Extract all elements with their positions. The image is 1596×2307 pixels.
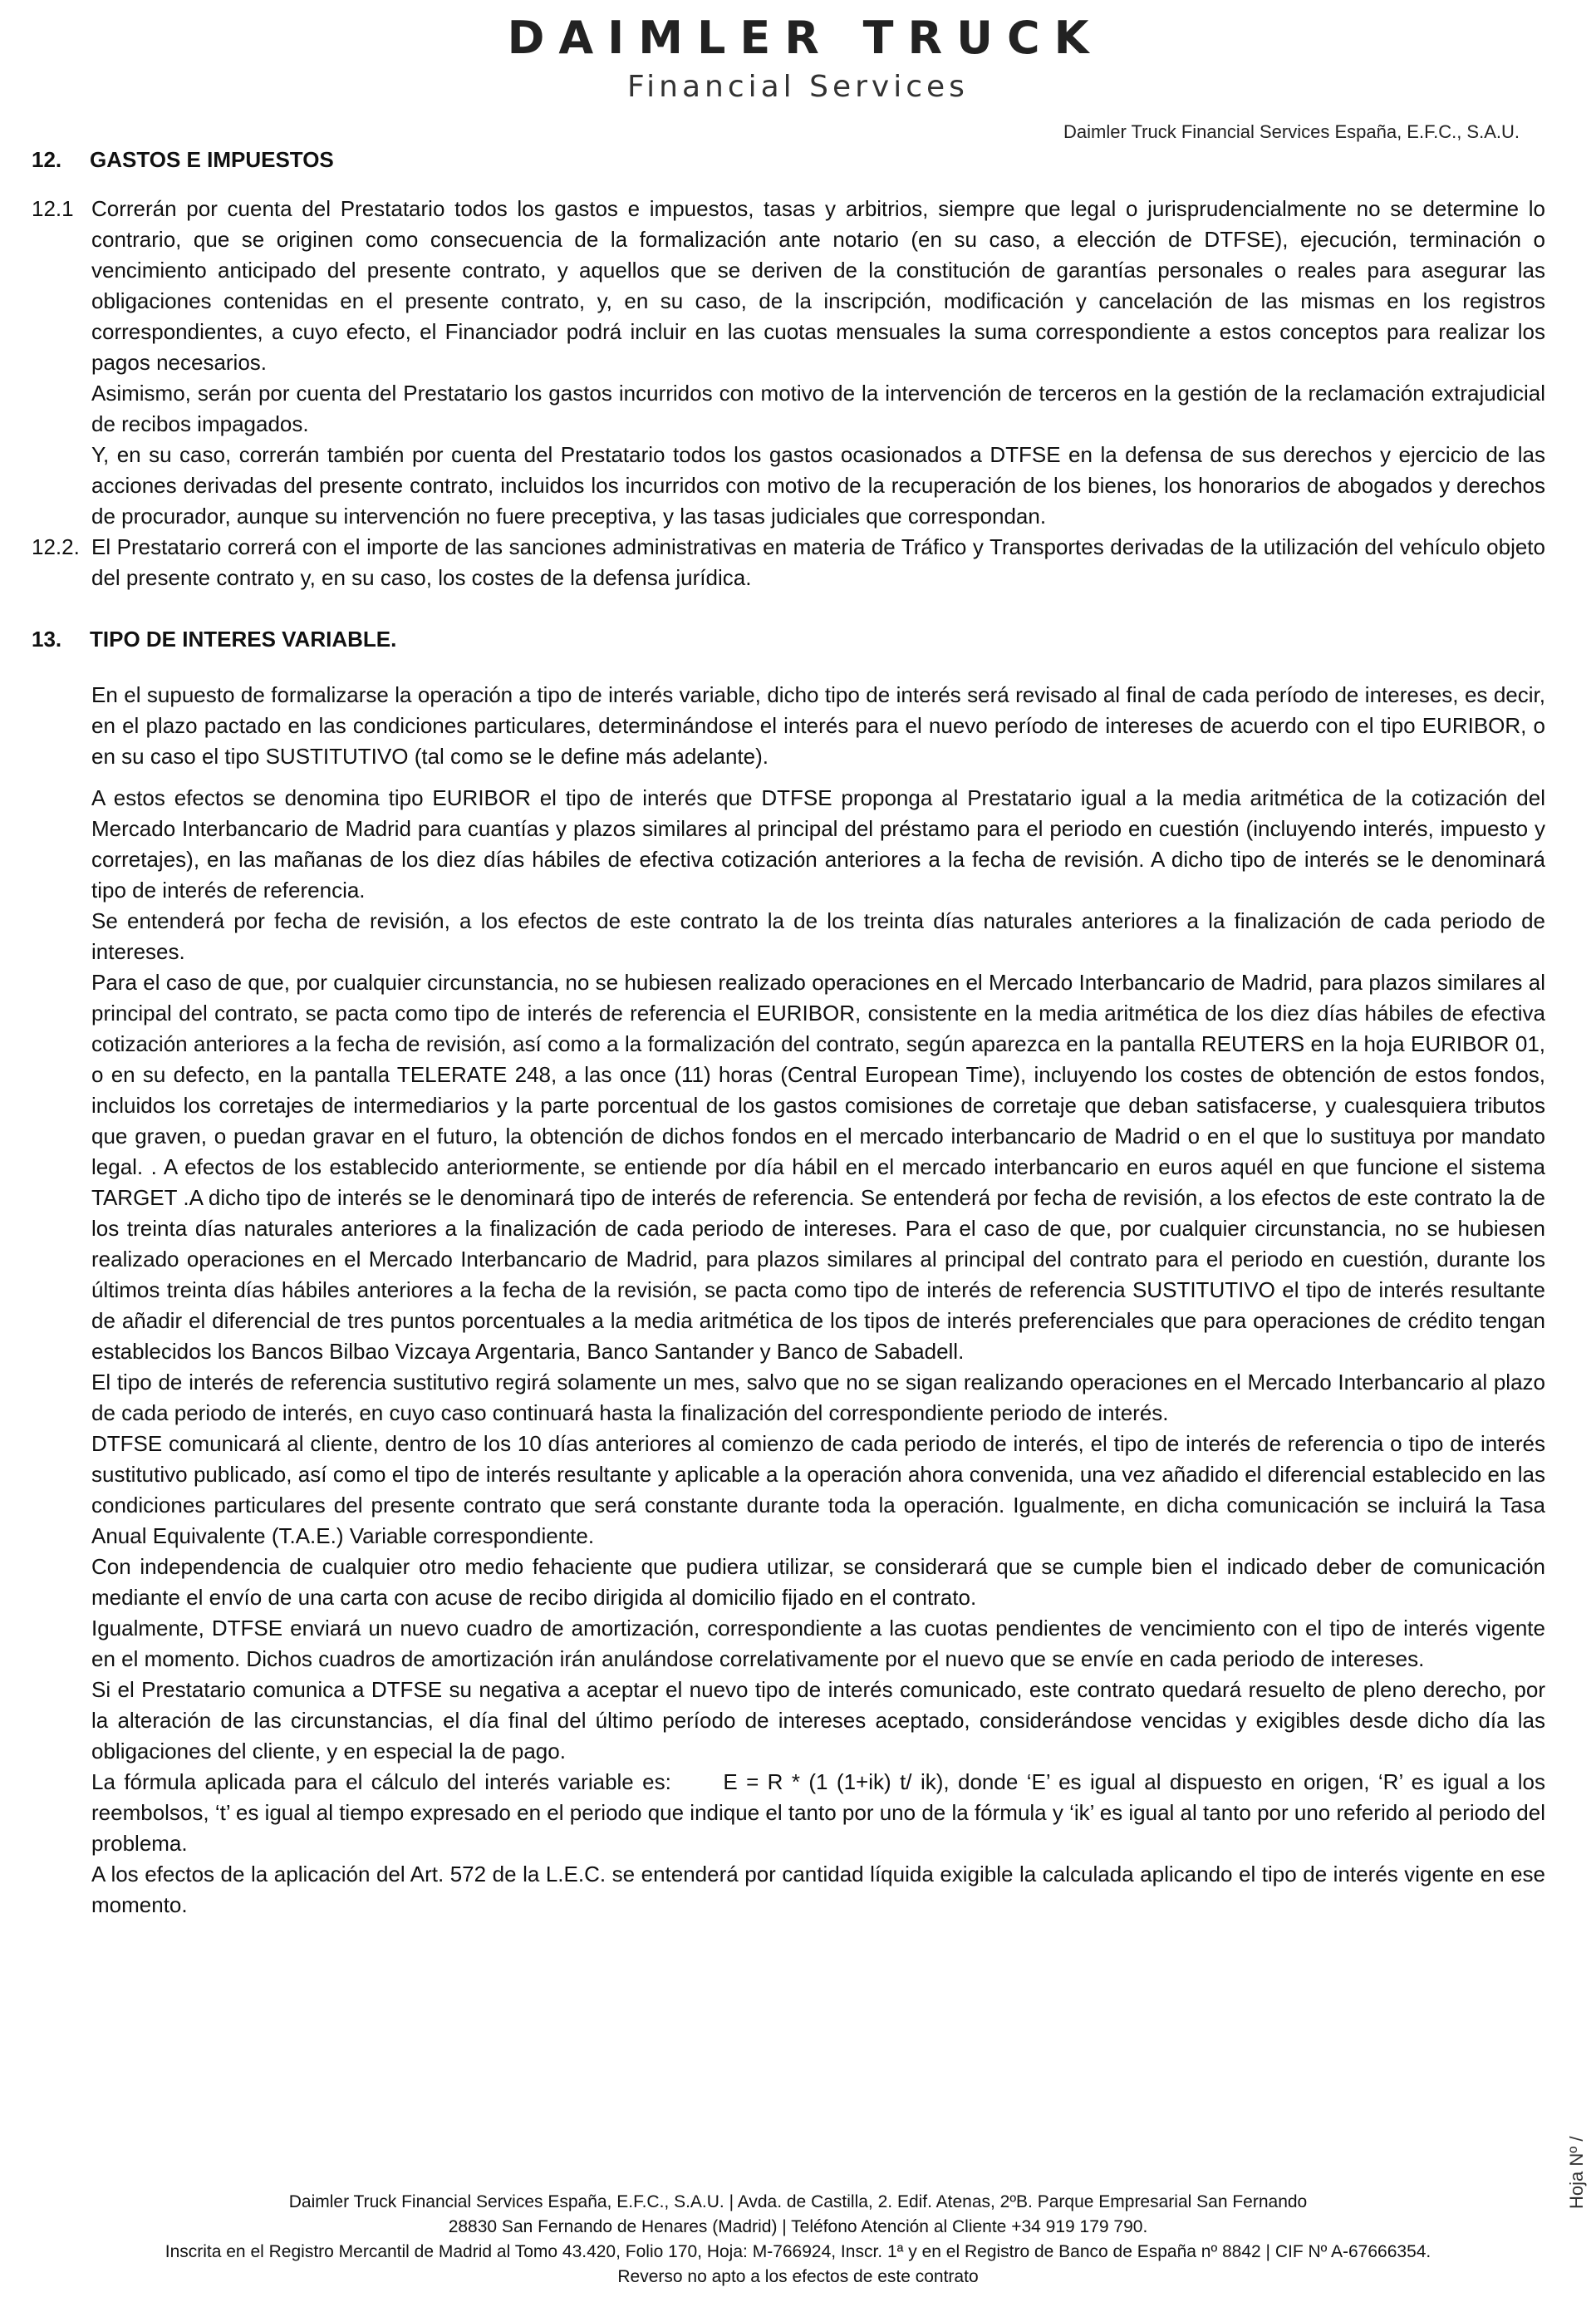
logo-main-text: DAIMLER TRUCK: [507, 12, 1103, 64]
clause-12-2: [32, 532, 1545, 593]
section-13-heading: [32, 624, 1545, 655]
document-body: [32, 145, 1552, 1921]
section-paragraph: Si el Prestatario comunica a DTFSE su negativa a aceptar el nuevo tipo de interés comunicado, este contrato quedará resuelto de pleno derecho, por la alteración de las circunstancias, el día final del último período de intereses aceptado, considerándose vencidas y exigibles desde dicho día las obligaciones del cliente, y en especial la de pago.: [91, 1677, 1545, 1763]
section-title: TIPO DE INTERES VARIABLE.: [90, 627, 397, 652]
clause-paragraph: Asimismo, serán por cuenta del Prestatario los gastos incurridos con motivo de la intervención de terceros en la gestión de la reclamación extrajudicial de recibos impagados.: [91, 381, 1545, 436]
footer-line: Reverso no apto a los efectos de este contrato: [617, 2267, 979, 2286]
page-number-text: Hoja Nº /: [1566, 2136, 1587, 2209]
clause-number: 12.1: [32, 196, 74, 221]
clause-paragraph: El Prestatario correrá con el importe de las sanciones administrativas en materia de Tráfico y Transportes derivadas de la utilización del vehículo objeto del presente contrato y, en su caso, los costes de la defensa jurídica.: [91, 534, 1545, 590]
section-title: GASTOS E IMPUESTOS: [90, 147, 334, 172]
section-paragraph: Con independencia de cualquier otro medio fehaciente que pudiera utilizar, se considerará que se cumple bien el indicado deber de comunicación mediante el envío de una carta con acuse de recibo dirigida al domicilio fijado en el contrato.: [91, 1554, 1545, 1610]
section-paragraph: DTFSE comunicará al cliente, dentro de los 10 días anteriores al comienzo de cada periodo de interés, el tipo de interés de referencia o tipo de interés sustitutivo publicado, así como el tipo de interés resultante y aplicable a la operación ahora convenida, una vez añadido el diferencial establecido en las condiciones particulares del presente contrato que será constante durante toda la operación. Igualmente, en dicha comunicación se incluirá la Tasa Anual Equivalente (T.A.E.) Variable correspondiente.: [91, 1431, 1545, 1548]
footer-line: 28830 San Fernando de Henares (Madrid) | Teléfono Atención al Cliente +34 919 179 790.: [448, 2217, 1148, 2236]
page-footer: [0, 2190, 1596, 2290]
section-paragraph: En el supuesto de formalizarse la operación a tipo de interés variable, dicho tipo de interés será revisado al final de cada período de intereses, es decir, en el plazo pactado en las condiciones particulares, determinándose el interés para el nuevo período de intereses de acuerdo con el tipo EURIBOR, o en su caso el tipo SUSTITUTIVO (tal como se le define más adelante).: [91, 682, 1545, 769]
clause-number: 12.2.: [32, 534, 80, 559]
section-paragraph: Se entenderá por fecha de revisión, a los efectos de este contrato la de los treinta días naturales anteriores a la finalización de cada periodo de intereses.: [91, 908, 1545, 964]
company-logo: [0, 12, 1596, 105]
section-paragraph: La fórmula aplicada para el cálculo del interés variable es: E = R * (1 (1+ik) t/ ik), donde ‘E’ es igual al dispuesto en origen, ‘R’ es igual a los reembolsos, ‘t’ es igual al tiempo expresado en el periodo que indique el tanto por uno de la fórmula y ‘ik’ es igual al tanto por uno referido al periodo del problema.: [91, 1769, 1552, 1856]
section-paragraph: A los efectos de la aplicación del Art. 572 de la L.E.C. se entenderá por cantidad líquida exigible la calculada aplicando el tipo de interés vigente en ese momento.: [91, 1862, 1545, 1917]
footer-line: Inscrita en el Registro Mercantil de Madrid al Tomo 43.420, Folio 170, Hoja: M-766924, Inscr. 1ª y en el Registro de Banco de España nº 8842 | CIF Nº A-67666354.: [165, 2242, 1431, 2261]
section-paragraph: Igualmente, DTFSE enviará un nuevo cuadro de amortización, correspondiente a las cuotas pendientes de vencimiento con el tipo de interés vigente en el momento. Dichos cuadros de amortización irán anulándose correlativamente por el nuevo que se envíe en cada periodo de intereses.: [91, 1616, 1545, 1671]
logo-sub-text: Financial Services: [627, 70, 969, 104]
section-13-content: [32, 680, 1552, 1921]
header-company-name: Daimler Truck Financial Services España, E.F.C., S.A.U.: [1063, 121, 1520, 142]
clause-paragraph: Correrán por cuenta del Prestatario todos los gastos e impuestos, tasas y arbitrios, siempre que legal o jurisprudencialmente no se determine lo contrario, que se originen como consecuencia de la formalización ante notario (en su caso, a elección de DTFSE), ejecución, terminación o vencimiento anticipado del presente contrato, y aquellos que se deriven de la constitución de garantías personales o reales para asegurar las obligaciones contenidas en el presente contrato, y, en su caso, de la inscripción, modificación y cancelación de las mismas en los registros correspondientes, a cuyo efecto, el Financiador podrá incluir en las cuotas mensuales la suma correspondiente a estos conceptos para realizar los pagos necesarios.: [91, 196, 1545, 375]
section-number: 13.: [32, 627, 62, 652]
section-paragraph: El tipo de interés de referencia sustitutivo regirá solamente un mes, salvo que no se sigan realizando operaciones en el Mercado Interbancario al plazo de cada periodo de interés, en cuyo caso continuará hasta la finalización del correspondiente periodo de interés.: [91, 1370, 1545, 1425]
section-12-heading: [32, 145, 1545, 175]
clause-paragraph: Y, en su caso, correrán también por cuenta del Prestatario todos los gastos ocasionados a DTFSE en la defensa de sus derechos y ejercicio de las acciones derivadas del presente contrato, incluidos los incurridos con motivo de la recuperación de los bienes, los honorarios de abogados y derechos de procurador, aunque su intervención no fuere preceptiva, y las tasas judiciales que correspondan.: [91, 442, 1545, 529]
footer-line: Daimler Truck Financial Services España, E.F.C., S.A.U. | Avda. de Castilla, 2. Edif. Atenas, 2ºB. Parque Empresarial San Fernando: [288, 2192, 1308, 2211]
section-paragraph: A estos efectos se denomina tipo EURIBOR el tipo de interés que DTFSE proponga al Prestatario igual a la media aritmética de la cotización del Mercado Interbancario de Madrid para cuantías y plazos similares al principal del préstamo para el periodo en cuestión (incluyendo interés, impuesto y corretajes), en las mañanas de los diez días hábiles de efectiva cotización anteriores a la fecha de revisión. A dicho tipo de interés se le denominará tipo de interés de referencia.: [91, 785, 1545, 903]
section-paragraph: Para el caso de que, por cualquier circunstancia, no se hubiesen realizado operaciones en el Mercado Interbancario de Madrid, para plazos similares al principal del contrato, se pacta como tipo de interés de referencia el EURIBOR, consistente en la media aritmética de los diez días hábiles de efectiva cotización anteriores a la fecha de revisión, así como a la formalización del contrato, según aparezca en la pantalla REUTERS en la hoja EURIBOR 01, o en su defecto, en la pantalla TELERATE 248, a las once (11) horas (Central European Time), incluyendo los costes de obtención de estos fondos, incluidos los corretajes de intermediarios y la parte porcentual de los gastos comisiones de corretaje que deban satisfacerse, y cualesquiera tributos que graven, o puedan gravar en el futuro, la obtención de dichos fondos en el mercado interbancario de Madrid o en el que lo sustituya por mandato legal. . A efectos de los establecido anteriormente, se entiende por día hábil en el mercado interbancario en euros aquél en que funcione el sistema TARGET .A dicho tipo de interés se le denominará tipo de interés de referencia. Se entenderá por fecha de revisión, a los efectos de este contrato la de los treinta días naturales anteriores a la finalización de cada periodo de intereses. Para el caso de que, por cualquier circunstancia, no se hubiesen realizado operaciones en el Mercado Interbancario de Madrid, para plazos similares al principal del contrato para el periodo en cuestión, durante los últimos treinta días hábiles anteriores a la fecha de la revisión, se pacta como tipo de interés de referencia SUSTITUTIVO el tipo de interés resultante de añadir el diferencial de tres puntos porcentuales a la media aritmética de los tipos de interés preferenciales que para operaciones de crédito tengan establecidos los Bancos Bilbao Vizcaya Argentaria, Banco Santander y Banco de Sabadell.: [91, 970, 1545, 1364]
section-number: 12.: [32, 147, 62, 172]
clause-12-1: [32, 194, 1545, 532]
